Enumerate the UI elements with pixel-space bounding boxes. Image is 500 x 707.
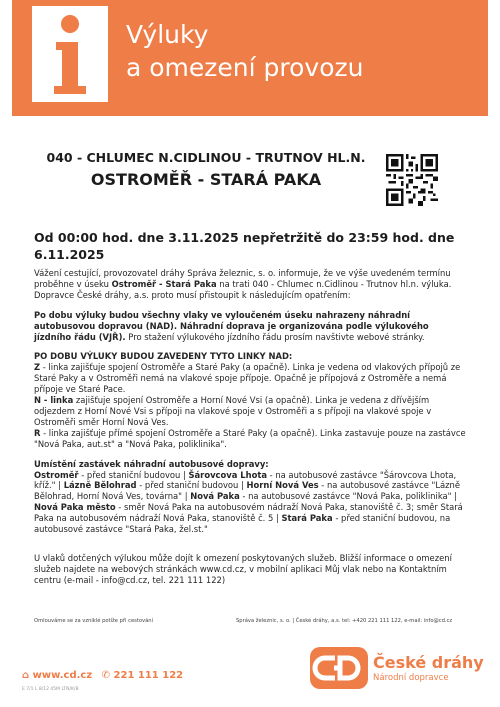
- replacement-text: Pro stažení výlukového jízdního řádu prosím navštivte webové stránky.: [125, 331, 425, 342]
- footer-phone[interactable]: 221 111 122: [113, 670, 184, 681]
- replacement-bold: Po dobu výluky budou všechny vlaky ve vyloučeném úseku nahrazeny náhradní autobusovou dopravou (NAD). Náhradní doprava je organizována podle výlukového jízdního řádu (VJŘ).: [34, 309, 429, 342]
- qr-code[interactable]: [386, 154, 438, 206]
- banner-title-line1: Výluky: [126, 20, 209, 49]
- stop-sarovcova-lhota: Šárovcova Lhota: [188, 469, 267, 480]
- brand-name: České dráhy: [373, 653, 484, 672]
- print-code: E 7/1 L 8/12 45M LTN/K/B: [22, 687, 79, 692]
- line-r-text: - linka zajišťuje přímé spojení Ostroměře a Staré Paky (a opačně). Linka zastavuje pouze na zastávce "Nová Paka, aut.st" a "Nová Paka, poliklinika".: [34, 427, 466, 449]
- stop-horni-nova-ves-text: - na autobusové zastávce "Lázně Bělohrad, Horní Nová Ves, továrna" |: [34, 480, 461, 502]
- intro-paragraph: [34, 268, 466, 301]
- notice-body: [34, 268, 466, 595]
- period-heading: Od 00:00 hod. dne 3.11.2025 nepřetržitě do 23:59 hod. dne 6.11.2025: [34, 230, 455, 262]
- lines-heading: PO DOBU VÝLUKY BUDOU ZAVEDENY TYTO LINKY NAD:: [34, 351, 293, 362]
- brand-subtitle: Národní dopravce: [373, 673, 449, 683]
- stop-lazne-belohrad-text: - před staniční budovou |: [136, 480, 247, 491]
- replacement-paragraph: [34, 310, 466, 343]
- line-z-key: Z: [34, 362, 41, 373]
- intro-section-bold: Ostroměř - Stará Paka: [111, 278, 217, 289]
- legal-contact: Správa železnic, s. o. | České dráhy, a.s. tel: +420 221 111 122, e-mail: info@cd.cz: [236, 618, 453, 624]
- stop-stara-paka-text: - před staniční budovou, na autobusové zastávce "Stará Paka, žel.st.": [34, 513, 451, 535]
- closing-paragraph: U vlaků dotčených výlukou může dojít k omezení poskytovaných služeb. Bližší informace o omezení služeb najdete na webových stránkách www.cd.cz, v mobilní aplikaci Můj vlak nebo na Kontaktním centru (e-mail - info@cd.cz, tel. 221 111 122): [34, 552, 452, 585]
- footer-web-link[interactable]: www.cd.cz: [32, 670, 93, 681]
- banner-title-line2: a omezení provozu: [126, 53, 364, 82]
- stop-nova-paka-text: - na autobusové zastávce "Nová Paka, poliklinika" |: [239, 491, 457, 502]
- stop-nova-paka-mesto: Nová Paka město: [34, 502, 116, 513]
- stop-horni-nova-ves: Horní Nová Ves: [246, 480, 319, 491]
- line-z-text: - linka zajišťuje spojení Ostroměře a Staré Paky (a opačně). Linka je vedena od vlakových přípojů ze Staré Paky a v Ostroměři nemá na vlakové spoje přípoje. Opačně je přípojová z Ostroměře a nemá přípoje ve Staré Pace.: [34, 362, 461, 395]
- info-icon-glyph: [32, 6, 108, 102]
- stops-paragraph: [34, 459, 466, 535]
- route-section: OSTROMĚŘ - STARÁ PAKA: [90, 170, 322, 189]
- line-n-key: N - linka: [34, 395, 74, 406]
- stop-sarovcova-lhota-text: - na autobusové zastávce "Šárovcova Lhota, kříž." |: [34, 469, 457, 491]
- intro-text-1: Vážení cestující, provozovatel dráhy Správa železnic, s. o. informuje, že ve výše uvedeném termínu proběhne v úseku: [34, 268, 451, 289]
- brand-block: [310, 645, 490, 695]
- route-block: [36, 150, 376, 189]
- line-r-key: R: [34, 427, 41, 438]
- stops-heading: Umístění zastávek náhradní autobusové dopravy:: [34, 458, 269, 469]
- stop-stara-paka: Stará Paka: [281, 513, 333, 524]
- stop-ostromer: Ostroměř: [34, 469, 79, 480]
- stop-nova-paka: Nová Paka: [190, 491, 240, 502]
- apology-note: Omlouváme se za vzniklé potíže při cestování: [34, 618, 154, 624]
- intro-text-2: na trati 040 - Chlumec n.Cidlinou - Trutnov hl.n. výluka. Dopravce České dráhy, a.s. proto musí přistoupit k následujícím opatřením:: [34, 278, 452, 300]
- stop-nova-paka-mesto-text: - směr Nová Paka na autobusovém nádraží Nová Paka, stanoviště č. 3; směr Stará Paka na autobusovém nádraží Nová Paka, stanoviště č. 5 |: [34, 502, 463, 524]
- footer-contacts: [22, 670, 183, 681]
- house-icon: ⌂: [22, 670, 30, 681]
- line-n-text: zajišťuje spojení Ostroměře a Horní Nové Vsi (a opačně). Linka je vedena z dřívějším odjezdem z Horní Nové Vsi s přípoji na vlakové spoje v Ostroměři a s přípoji na vlakové spoje v Ostroměři směr Horní Nová Ves.: [34, 395, 432, 427]
- stop-ostromer-text: - před staniční budovou |: [78, 469, 189, 480]
- route-line: 040 - CHLUMEC N.CIDLINOU - TRUTNOV HL.N.: [46, 150, 366, 165]
- phone-icon: ✆: [101, 670, 111, 681]
- header-banner: [12, 0, 488, 116]
- info-icon: [32, 6, 108, 102]
- banner-title: [126, 18, 486, 84]
- cd-logo-icon: [310, 647, 368, 689]
- lines-paragraph: [34, 351, 466, 449]
- stop-lazne-belohrad: Lázně Bělohrad: [63, 480, 137, 491]
